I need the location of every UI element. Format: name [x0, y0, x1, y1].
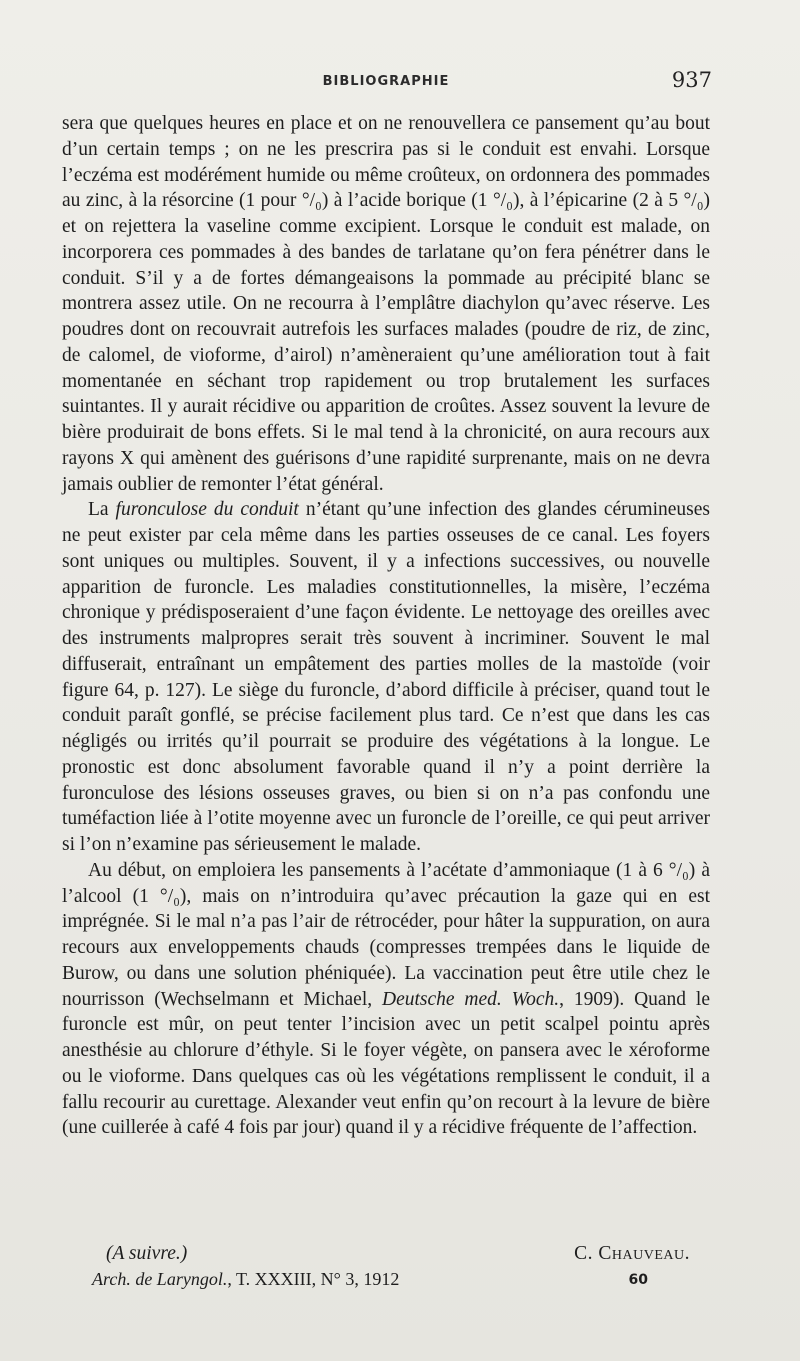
author-signature: C. Chauveau. [574, 1243, 690, 1264]
paragraph-text: , 1909). Quand le furoncle est mûr, on peut tenter l’incision avec un petit scalpel pointu après anesthésie au chlorure d’éthyle. Si le foyer végète, on pansera avec le xéroforme ou le vioforme. Dans quelques cas où les végétations remplissent le conduit, il a fallu recourir au curettage. Alexander veut enfin qu’on recourt à la levure de bière (une cuillerée à café 4 fois par jour) quand il y a récidive fréquente de l’affection. [62, 988, 710, 1139]
page-footer [62, 1269, 710, 1295]
signature-line [62, 1243, 710, 1269]
article-body [62, 111, 710, 1141]
journal-volume: , T. XXXIII, N° 3, 1912 [227, 1269, 400, 1289]
paragraph-lead: La [88, 499, 116, 521]
journal-citation: Deutsche med. Woch. [381, 988, 560, 1010]
paragraph-treatment-debut [62, 858, 710, 1141]
italic-term: furonculose du conduit [115, 499, 299, 521]
running-title: BIBLIOGRAPHIE [322, 74, 450, 89]
journal-reference [92, 1269, 399, 1290]
continuation-note: (A suivre.) [106, 1243, 188, 1264]
paragraph-text: Au début, on emploiera les pansements à l’acétate d’ammoniaque (1 à 6 °/₀) à l’alcool (1 °/₀), mais on n’introduira qu’avec précaution la gaze qui en est imprégnée. Si le mal n’a pas l’air de rétrocéder, pour hâter la suppuration, on aura recours aux enveloppements chauds (compresses trempées dans le liquide de Burow, ou dans une solution phéniquée). La vaccination peut être utile chez le nourrisson (Wechselmann et Michael, [62, 859, 710, 1010]
paragraph-text: n’étant qu’une infection des glandes cérumineuses ne peut exister par cela même dans les parties osseuses de ce canal. Les foyers sont uniques ou multiples. Souvent, il y a infections successives, ou nouvelle apparition de furoncle. Les maladies constitutionnelles, la misère, l’eczéma chronique y prédisposeraient d’une façon évidente. Le nettoyage des oreilles avec des instruments malpropres serait très souvent à incriminer. Souvent le mal diffuserait, entraînant un empâtement des parties molles de la mastoïde (voir figure 64, p. 127). Le siège du furoncle, d’abord difficile à préciser, quand tout le conduit paraît gonflé, se précise facilement plus tard. Ce n’est que dans les cas négligés ou irrités qu’il pourrait se produire des végétations à la longue. Le pronostic est donc absolument favorable quand il n’y a point derrière la furonculose des lésions osseuses graves, ou bien si on n’a pas confondu une tuméfaction liée à l’otite moyenne avec un furoncle de l’oreille, ce qui peut arriver si l’on n’examine pas sérieusement le malade. [62, 499, 710, 855]
paragraph-text: sera que quelques heures en place et on ne renouvellera ce pansement qu’au bout d’un certain temps ; on ne les prescrira pas si le conduit est envahi. Lorsque l’eczéma est modérément humide ou même croûteux, on ordonnera des pommades au zinc, à la résorcine (1 pour °/₀) à l’acide borique (1 °/₀), à l’épicarine (2 à 5 °/₀) et on rejettera la vaseline comme excipient. Lorsque le conduit est malade, on incorporera ces pommades à des bandes de tarlatane qu’on fera pénétrer dans le conduit. S’il y a de fortes démangeaisons la pommade au précipité blanc se montrera assez utile. On ne recourra à l’emplâtre diachylon qu’avec réserve. Les poudres dont on recouvrait autrefois les surfaces malades (poudre de riz, de zinc, de calomel, de vioforme, d’airol) n’amèneraient qu’une amélioration tout à fait momentanée en séchant trop rapidement ou trop brutalement les surfaces suintantes. Il y aurait récidive ou apparition de croûtes. Assez souvent la levure de bière produirait de bons effets. Si le mal tend à la chronicité, on aura recours aux rayons X qui amènent des guérisons d’une rapidité surprenante, mais on ne devra jamais oublier de remonter l’état général. [62, 113, 710, 495]
signature-number: 60 [628, 1272, 648, 1288]
journal-title: Arch. de Laryngol. [92, 1269, 228, 1289]
page-number: 937 [671, 68, 712, 92]
page-header [62, 68, 710, 94]
paragraph-eczema-treatment [62, 111, 710, 497]
paragraph-furonculose [62, 497, 710, 858]
